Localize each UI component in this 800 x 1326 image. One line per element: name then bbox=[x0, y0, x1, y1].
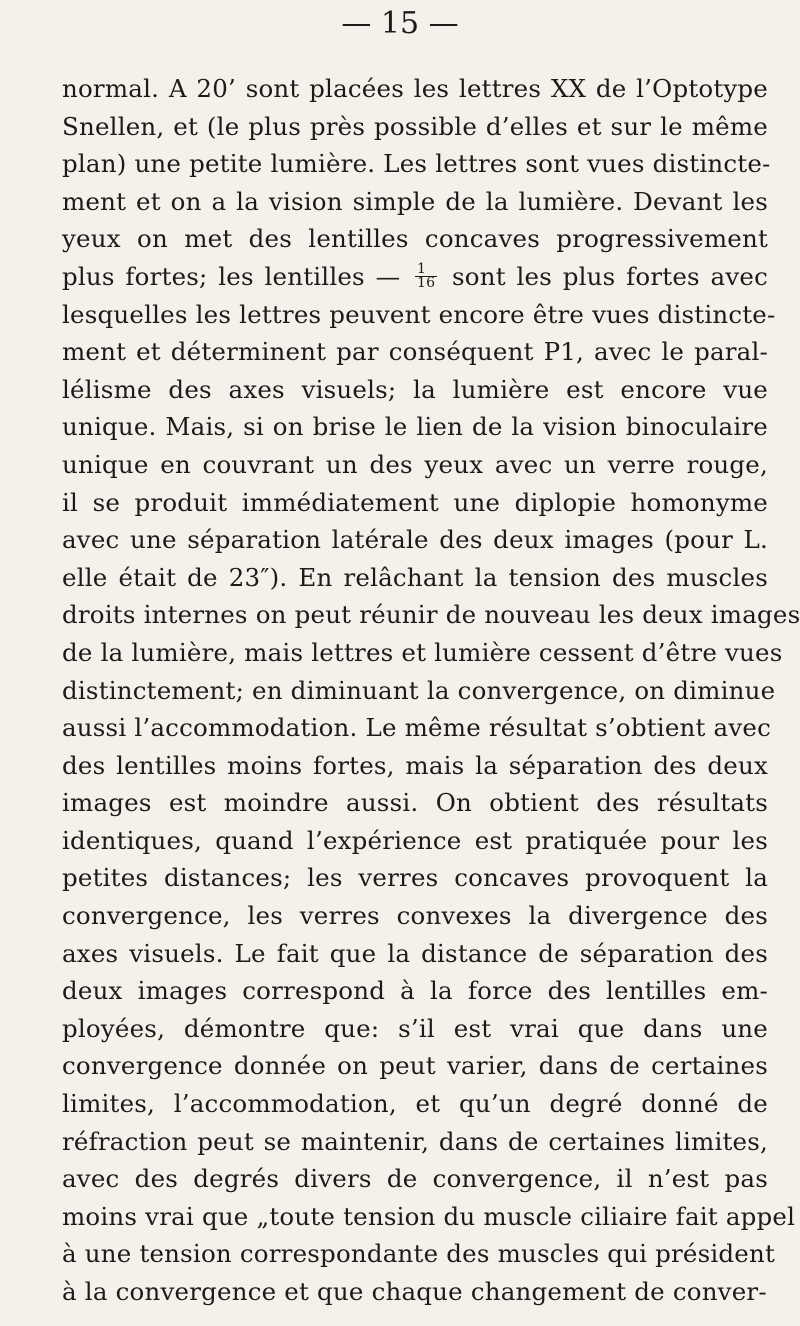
text-line: à une tension correspondante des muscles qui président bbox=[62, 1239, 776, 1269]
text-line: petites distances; les verres concaves provoquent la bbox=[62, 863, 768, 893]
fraction bbox=[415, 260, 437, 291]
text-line: il se produit immédiatement une diplopie homonyme bbox=[62, 487, 768, 517]
text-line: moins vrai que „toute tension du muscle ciliaire fait appel bbox=[62, 1201, 796, 1231]
text-line: unique en couvrant un des yeux avec un verre rouge, bbox=[62, 449, 768, 479]
text-line: images est moindre aussi. On obtient des résultats bbox=[62, 788, 768, 818]
text-line-with-fraction bbox=[62, 258, 768, 296]
page-number: — 15 — bbox=[341, 6, 459, 41]
text-line: yeux on met des lentilles concaves progressivement bbox=[62, 224, 768, 254]
text-line: droits internes on peut réunir de nouveau les deux images bbox=[62, 600, 800, 630]
text-line: aussi l’accommodation. Le même résultat s’obtient avec bbox=[62, 713, 772, 743]
text-line: avec une séparation latérale des deux images (pour L. bbox=[62, 525, 768, 555]
text-line: ment et on a la vision simple de la lumière. Devant les bbox=[62, 186, 768, 216]
text-line: convergence, les verres convexes la divergence des bbox=[62, 901, 768, 931]
text-line: identiques, quand l’expérience est pratiquée pour les bbox=[62, 825, 768, 855]
fraction-line-after: sont les plus fortes avec bbox=[452, 261, 768, 291]
text-line: deux images correspond à la force des lentilles em- bbox=[62, 976, 768, 1006]
text-line: convergence donnée on peut varier, dans de certaines bbox=[62, 1051, 768, 1081]
text-line: lesquelles les lettres peuvent encore être vues distincte- bbox=[62, 299, 776, 329]
text-line: plan) une petite lumière. Les lettres sont vues distincte- bbox=[62, 149, 771, 179]
fraction-numerator: 1 bbox=[415, 263, 437, 277]
text-line: elle était de 23″). En relâchant la tension des muscles bbox=[62, 562, 768, 592]
text-line: normal. A 20’ sont placées les lettres XX de l’Optotype bbox=[62, 74, 768, 103]
text-line: réfraction peut se maintenir, dans de certaines limites, bbox=[62, 1126, 768, 1156]
text-line: lélisme des axes visuels; la lumière est encore vue bbox=[62, 374, 768, 404]
text-line: axes visuels. Le fait que la distance de séparation des bbox=[62, 938, 768, 968]
text-line: Snellen, et (le plus près possible d’elles et sur le même bbox=[62, 111, 768, 141]
text-body bbox=[62, 70, 800, 1311]
text-line: à la convergence et que chaque changement de conver- bbox=[62, 1277, 767, 1306]
fraction-line-before: plus fortes; les lentilles — bbox=[62, 261, 401, 291]
text-line: distinctement; en diminuant la convergence, on diminue bbox=[62, 675, 776, 705]
text-line: ment et déterminent par conséquent P1, avec le paral- bbox=[62, 337, 768, 367]
text-line: unique. Mais, si on brise le lien de la vision binoculaire bbox=[62, 412, 768, 442]
text-line: ployées, démontre que: s’il est vrai que dans une bbox=[62, 1013, 768, 1043]
text-line: limites, l’accommodation, et qu’un degré donné de bbox=[62, 1089, 768, 1119]
text-line: de la lumière, mais lettres et lumière cessent d’être vues bbox=[62, 637, 783, 667]
fraction-denominator: 16 bbox=[417, 274, 436, 291]
text-line: avec des degrés divers de convergence, il n’est pas bbox=[62, 1164, 768, 1194]
text-line: des lentilles moins fortes, mais la séparation des deux bbox=[62, 750, 768, 780]
